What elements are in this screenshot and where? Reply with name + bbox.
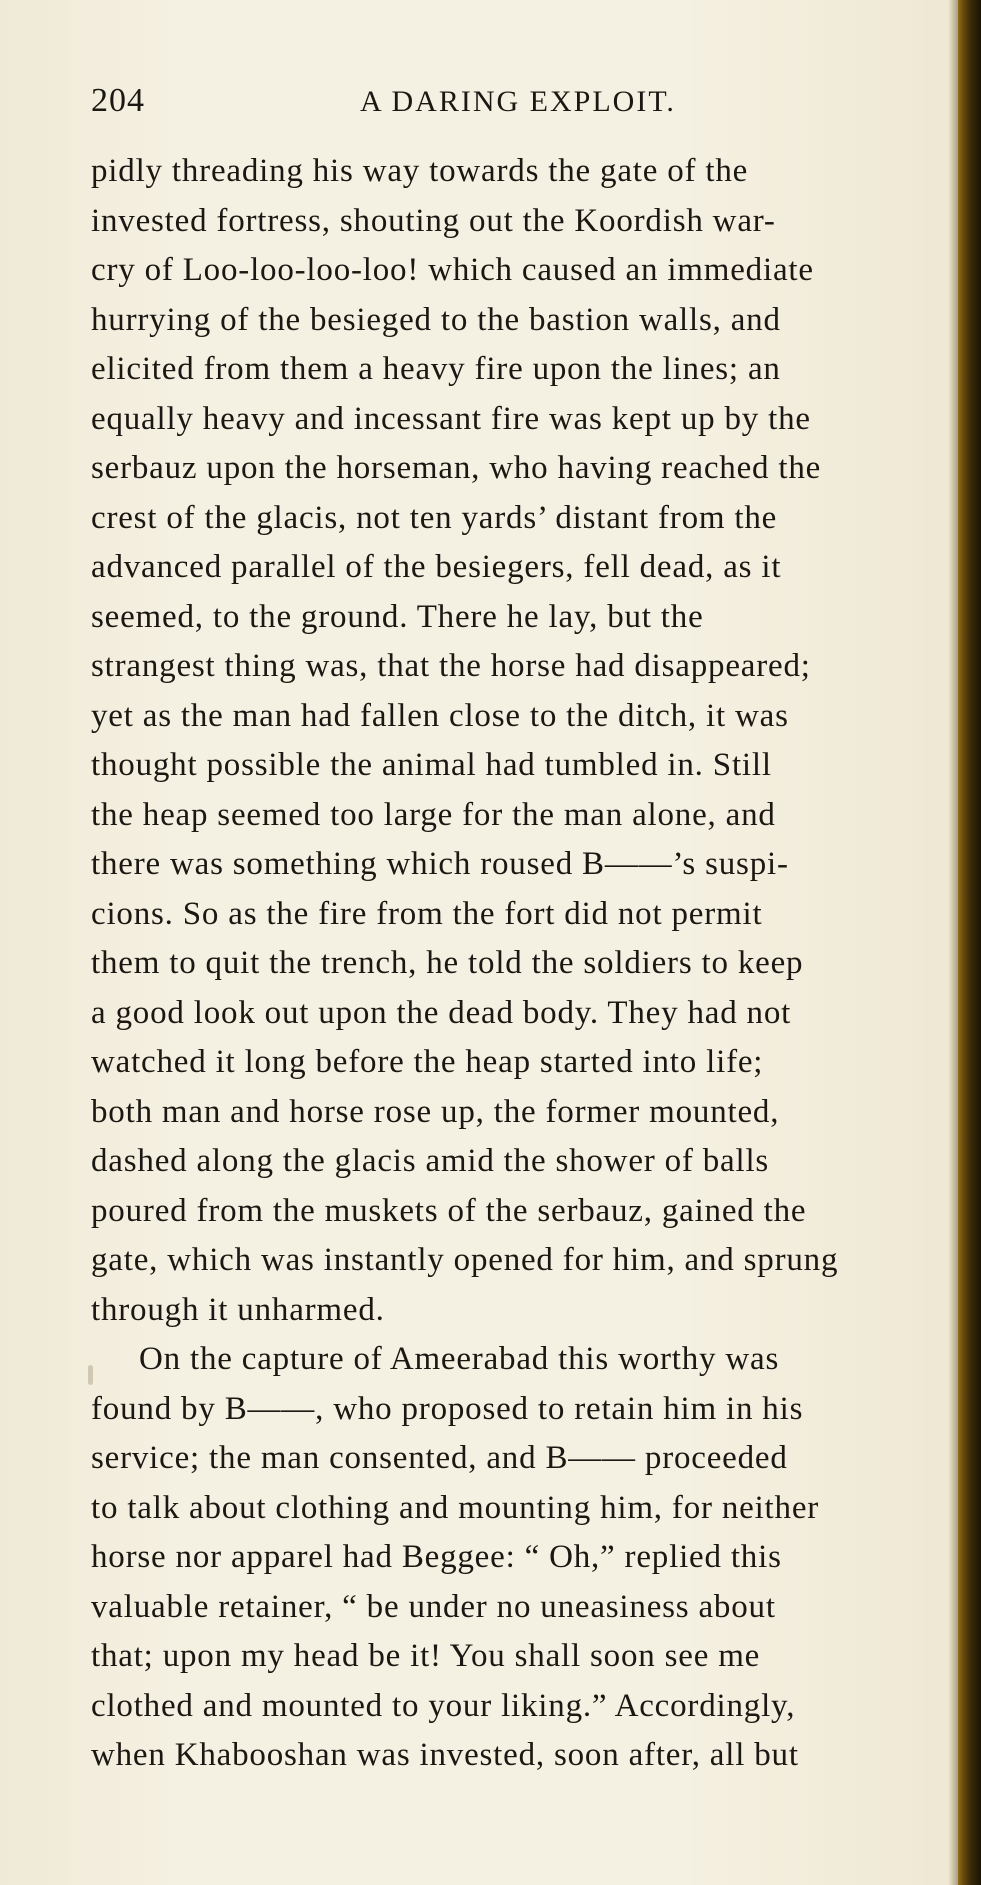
text-line: horse nor apparel had Beggee: “ Oh,” replied this <box>91 1539 782 1575</box>
text-line: there was something which roused B——’s suspi- <box>91 846 789 882</box>
text-line: a good look out upon the dead body. They had not <box>91 994 792 1031</box>
text-line: the heap seemed too large for the man alone, and <box>91 796 776 833</box>
text-line: thought possible the animal had tumbled in. Still <box>91 747 772 783</box>
page-header <box>91 84 941 128</box>
text-line: elicited from them a heavy fire upon the lines; an <box>91 351 781 387</box>
text-line: both man and horse rose up, the former mounted, <box>91 1093 780 1130</box>
paper-speck <box>88 1365 93 1385</box>
text-line: them to quit the trench, he told the soldiers to keep <box>91 945 804 981</box>
text-line: invested fortress, shouting out the Koordish war- <box>91 202 776 239</box>
text-line: crest of the glacis, not ten yards’ distant from the <box>91 499 778 536</box>
text-line: through it unharmed. <box>91 1291 385 1328</box>
text-line: seemed, to the ground. There he lay, but the <box>91 598 704 635</box>
text-line: yet as the man had fallen close to the ditch, it was <box>91 697 789 734</box>
text-line: cions. So as the fire from the fort did not permit <box>91 895 763 932</box>
text-line-paragraph-start: On the capture of Ameerabad this worthy was <box>139 1341 780 1377</box>
page-edge-shadow <box>948 0 958 1885</box>
text-line: advanced parallel of the besiegers, fell dead, as it <box>91 549 782 585</box>
text-line: found by B——, who proposed to retain him in his <box>91 1390 804 1427</box>
running-head: A DARING EXPLOIT. <box>360 85 676 118</box>
text-line: watched it long before the heap started into life; <box>91 1044 764 1080</box>
text-line: hurrying of the besieged to the bastion walls, and <box>91 301 781 338</box>
text-line: cry of Loo-loo-loo-loo! which caused an immediate <box>91 252 814 288</box>
page-number: 204 <box>91 82 145 119</box>
text-line: serbauz upon the horseman, who having reached the <box>91 450 822 486</box>
text-line: when Khabooshan was invested, soon after, all but <box>91 1737 799 1773</box>
text-line: clothed and mounted to your liking.” Accordingly, <box>91 1687 796 1724</box>
text-line: service; the man consented, and B—— proceeded <box>91 1440 788 1476</box>
body-text <box>91 147 948 1781</box>
text-line: valuable retainer, “ be under no uneasiness about <box>91 1588 776 1625</box>
text-line: pidly threading his way towards the gate of the <box>91 153 749 189</box>
text-line: gate, which was instantly opened for him, and sprung <box>91 1242 839 1278</box>
text-line: to talk about clothing and mounting him, for neither <box>91 1489 820 1526</box>
book-edge <box>958 0 981 1885</box>
text-line: strangest thing was, that the horse had disappeared; <box>91 648 811 684</box>
text-line: equally heavy and incessant fire was kept up by the <box>91 400 811 437</box>
text-line: poured from the muskets of the serbauz, gained the <box>91 1192 807 1229</box>
text-line: that; upon my head be it! You shall soon see me <box>91 1638 761 1674</box>
text-line: dashed along the glacis amid the shower of balls <box>91 1143 770 1179</box>
